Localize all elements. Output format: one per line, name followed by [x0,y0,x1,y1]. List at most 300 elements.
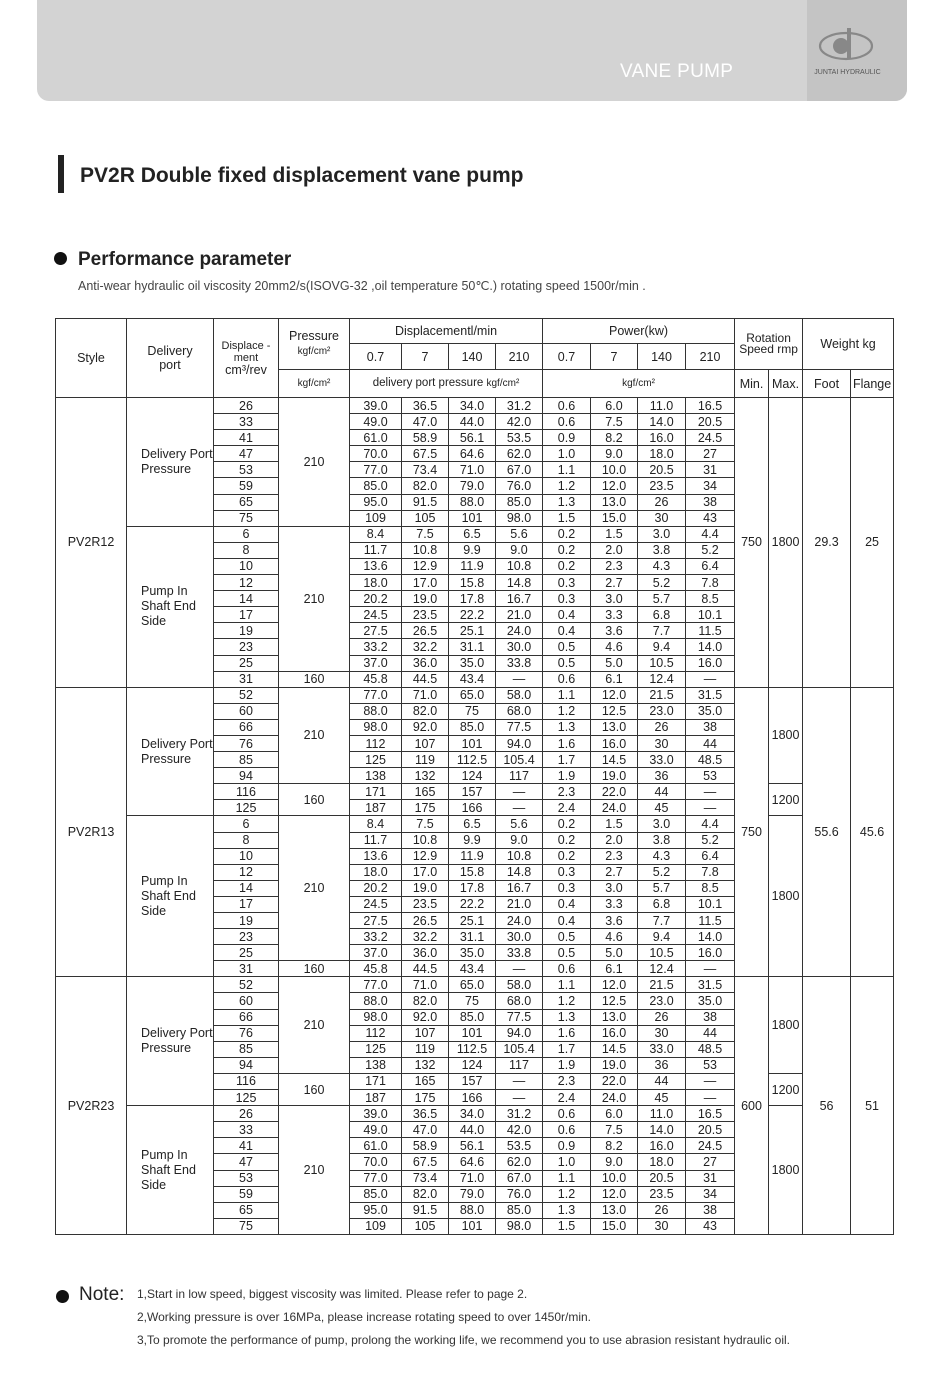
delivery-port-type: Delivery Port Pressure [127,687,214,816]
displacement-cell: 17 [214,607,279,623]
power-cell: 6.8 [638,896,686,912]
power-cell: 1.2 [543,993,591,1009]
displacement-cell: 10 [214,848,279,864]
flow-cell: 79.0 [449,1186,496,1202]
flow-cell: 101 [449,735,496,751]
power-cell: 10.1 [686,607,735,623]
power-cell: 10.5 [638,945,686,961]
power-cell: 21.5 [638,687,686,703]
flow-cell: 33.8 [496,655,543,671]
flow-cell: 77.5 [496,719,543,735]
power-cell: 4.4 [686,816,735,832]
power-cell: 16.5 [686,1106,735,1122]
power-cell: — [686,671,735,687]
header-style: Style [56,319,127,398]
power-cell: 16.0 [591,1025,638,1041]
flow-cell: 36.5 [402,1106,449,1122]
max-speed: 1800 [769,687,803,784]
flow-cell: 75 [449,703,496,719]
flow-cell: 11.9 [449,848,496,864]
header-foot: Foot [803,370,851,398]
flow-cell: 49.0 [350,1122,402,1138]
displacement-cell: 31 [214,671,279,687]
power-cell: 0.6 [543,671,591,687]
flow-cell: 45.8 [350,671,402,687]
pump-style: PV2R12 [56,398,127,688]
flow-cell: 112 [350,735,402,751]
power-cell: 33.0 [638,752,686,768]
power-cell: 36 [638,1057,686,1073]
flow-cell: 22.2 [449,607,496,623]
power-cell: 6.4 [686,558,735,574]
flow-cell: 85.0 [350,1186,402,1202]
flow-cell: 10.8 [496,848,543,864]
power-cell: 0.3 [543,591,591,607]
header-disp-p4: 210 [496,344,543,370]
flow-cell: 119 [402,752,449,768]
power-cell: 0.4 [543,607,591,623]
power-cell: 1.9 [543,768,591,784]
flow-cell: 85.0 [350,478,402,494]
power-cell: 30 [638,1025,686,1041]
power-cell: 0.6 [543,961,591,977]
flow-cell: 105.4 [496,1041,543,1057]
power-cell: 5.2 [686,832,735,848]
flow-cell: 85.0 [496,1202,543,1218]
power-cell: 3.8 [638,832,686,848]
power-cell: 16.0 [686,655,735,671]
flow-cell: 71.0 [402,977,449,993]
power-cell: 14.0 [638,414,686,430]
power-cell: 2.7 [591,864,638,880]
flow-cell: 88.0 [449,1202,496,1218]
power-cell: 6.0 [591,398,638,414]
power-cell: 3.0 [591,591,638,607]
power-cell: 31.5 [686,977,735,993]
flow-cell: 42.0 [496,414,543,430]
power-cell: 44 [686,735,735,751]
power-cell: 0.5 [543,639,591,655]
power-cell: 10.1 [686,896,735,912]
flow-cell: 12.9 [402,558,449,574]
displacement-cell: 41 [214,430,279,446]
flow-cell: 77.0 [350,462,402,478]
flow-cell: 98.0 [350,719,402,735]
power-cell: 7.7 [638,623,686,639]
flow-cell: 71.0 [402,687,449,703]
power-cell: 45 [638,1090,686,1106]
max-speed: 1800 [769,816,803,977]
displacement-cell: 60 [214,993,279,1009]
flow-cell: 42.0 [496,1122,543,1138]
flow-cell: 67.0 [496,462,543,478]
displacement-cell: 23 [214,639,279,655]
power-cell: 23.0 [638,703,686,719]
power-cell: 0.9 [543,1138,591,1154]
flow-cell: 33.2 [350,929,402,945]
flow-cell: 13.6 [350,558,402,574]
flow-cell: 76.0 [496,1186,543,1202]
flow-cell: 171 [350,1073,402,1089]
flow-cell: 88.0 [449,494,496,510]
displacement-cell: 26 [214,398,279,414]
flow-cell: 94.0 [496,1025,543,1041]
performance-table [55,318,894,1235]
power-cell: 5.0 [591,655,638,671]
flow-cell: 95.0 [350,494,402,510]
header-dpp-unit: kgf/cm² [486,378,520,389]
power-cell: 23.5 [638,478,686,494]
power-cell: — [686,784,735,800]
max-speed: 1800 [769,977,803,1074]
flow-cell: 61.0 [350,430,402,446]
flow-cell: 95.0 [350,1202,402,1218]
power-cell: 27 [686,1154,735,1170]
flow-cell: 34.0 [449,1106,496,1122]
flow-cell: 33.2 [350,639,402,655]
displacement-cell: 53 [214,1170,279,1186]
flow-cell: — [496,961,543,977]
flow-cell: 117 [496,1057,543,1073]
power-cell: 0.5 [543,655,591,671]
power-cell: 10.0 [591,1170,638,1186]
notes-bullet-icon [56,1290,69,1303]
flow-cell: 30.0 [496,929,543,945]
power-cell: 2.3 [591,558,638,574]
flow-cell: 49.0 [350,414,402,430]
power-cell: 3.3 [591,607,638,623]
flow-cell: 11.7 [350,832,402,848]
pressure-cell: 210 [279,398,350,527]
power-cell: 38 [686,719,735,735]
note-3: 3,To promote the performance of pump, prolong the working life, we recommend you to use abrasion resistant hydraulic oil. [137,1333,791,1347]
power-cell: 14.0 [686,639,735,655]
flow-cell: 70.0 [350,446,402,462]
power-cell: 1.0 [543,1154,591,1170]
flow-cell: 7.5 [402,816,449,832]
header-delivery-port: Delivery port [127,319,214,398]
flow-cell: 77.5 [496,1009,543,1025]
page-title: PV2R Double fixed displacement vane pump [80,164,524,187]
power-cell: 14.0 [686,929,735,945]
flow-cell: 101 [449,1218,496,1234]
power-cell: 38 [686,1009,735,1025]
displacement-cell: 41 [214,1138,279,1154]
flow-cell: 44.5 [402,961,449,977]
flow-cell: 62.0 [496,1154,543,1170]
flow-cell: 53.5 [496,430,543,446]
power-cell: 33.0 [638,1041,686,1057]
power-cell: 36 [638,768,686,784]
flow-cell: 187 [350,1090,402,1106]
flow-cell: 125 [350,1041,402,1057]
header-banner [37,0,907,101]
power-cell: — [686,1090,735,1106]
power-cell: 24.0 [591,800,638,816]
flow-cell: 56.1 [449,1138,496,1154]
power-cell: 30 [638,510,686,526]
displacement-cell: 12 [214,575,279,591]
flow-cell: 27.5 [350,623,402,639]
flow-cell: 77.0 [350,977,402,993]
displacement-cell: 33 [214,1122,279,1138]
delivery-port-type: Pump In Shaft End Side [127,526,214,687]
power-cell: 31 [686,1170,735,1186]
power-cell: 34 [686,478,735,494]
flow-cell: 68.0 [496,703,543,719]
power-cell: 1.3 [543,494,591,510]
displacement-cell: 85 [214,1041,279,1057]
brand-name: JUNTAI HYDRAULIC [814,69,881,76]
flow-cell: 9.9 [449,832,496,848]
header-pressure-unit-2: kgf/cm² [279,370,350,398]
power-cell: 1.1 [543,1170,591,1186]
flow-cell: 31.1 [449,639,496,655]
power-cell: 24.5 [686,1138,735,1154]
power-cell: 12.0 [591,977,638,993]
delivery-port-type: Delivery Port Pressure [127,977,214,1106]
max-speed: 1200 [769,784,803,816]
flow-cell: 105 [402,1218,449,1234]
flow-cell: 82.0 [402,478,449,494]
power-cell: 9.0 [591,446,638,462]
power-cell: 20.5 [638,462,686,478]
section-subtitle: Anti-wear hydraulic oil viscosity 20mm2/s(ISOVG-32 ,oil temperature 50℃.) rotating speed 1500r/min . [78,279,646,293]
displacement-cell: 17 [214,896,279,912]
displacement-cell: 31 [214,961,279,977]
flow-cell: 19.0 [402,880,449,896]
power-cell: — [686,1073,735,1089]
flow-cell: 65.0 [449,687,496,703]
flow-cell: 67.0 [496,1170,543,1186]
flow-cell: 22.2 [449,896,496,912]
delivery-port-type: Delivery Port Pressure [127,398,214,527]
displacement-cell: 19 [214,913,279,929]
flow-cell: 25.1 [449,623,496,639]
power-cell: 12.4 [638,961,686,977]
pressure-cell: 210 [279,816,350,961]
flow-cell: 119 [402,1041,449,1057]
header-displacement-lmin: Displacementl/min [350,319,543,344]
power-cell: 0.2 [543,542,591,558]
pressure-cell: 210 [279,526,350,671]
power-cell: 3.0 [638,816,686,832]
flow-cell: 125 [350,752,402,768]
pressure-cell: 160 [279,1073,350,1105]
flow-cell: 79.0 [449,478,496,494]
header-displacement-label: Displace -ment [221,339,271,364]
max-speed: 1800 [769,1106,803,1235]
power-cell: 4.3 [638,558,686,574]
weight-flange: 51 [851,977,894,1235]
power-cell: 18.0 [638,446,686,462]
flow-cell: 88.0 [350,993,402,1009]
flow-cell: 15.8 [449,575,496,591]
flow-cell: 17.8 [449,880,496,896]
flow-cell: 105.4 [496,752,543,768]
flow-cell: 14.8 [496,864,543,880]
header-displacement-unit: cm³/rev [225,362,267,377]
flow-cell: 64.6 [449,446,496,462]
power-cell: 6.1 [591,961,638,977]
flow-cell: 67.5 [402,1154,449,1170]
flow-cell: 26.5 [402,913,449,929]
flow-cell: 5.6 [496,816,543,832]
flow-cell: 5.6 [496,526,543,542]
flow-cell: 98.0 [496,1218,543,1234]
header-min: Min. [735,370,769,398]
flow-cell: 75 [449,993,496,1009]
power-cell: 0.2 [543,848,591,864]
flow-cell: 92.0 [402,719,449,735]
power-cell: 1.3 [543,719,591,735]
flow-cell: 24.5 [350,607,402,623]
weight-foot: 56 [803,977,851,1235]
power-cell: 14.5 [591,1041,638,1057]
power-cell: 5.2 [638,575,686,591]
flow-cell: 105 [402,510,449,526]
header-power-p1: 0.7 [543,344,591,370]
power-cell: 2.3 [543,1073,591,1089]
flow-cell: 73.4 [402,462,449,478]
power-cell: 1.0 [543,446,591,462]
flow-cell: 91.5 [402,494,449,510]
header-power: Power(kw) [543,319,735,344]
power-cell: 53 [686,768,735,784]
flow-cell: 91.5 [402,1202,449,1218]
title-bar-marker [58,155,64,193]
power-cell: 0.3 [543,864,591,880]
power-cell: 18.0 [638,1154,686,1170]
power-cell: 26 [638,1009,686,1025]
power-cell: 1.6 [543,735,591,751]
power-cell: 24.5 [686,430,735,446]
flow-cell: 36.5 [402,398,449,414]
power-cell: 8.5 [686,591,735,607]
power-cell: 11.0 [638,1106,686,1122]
flow-cell: 8.4 [350,816,402,832]
displacement-cell: 85 [214,752,279,768]
flow-cell: 35.0 [449,655,496,671]
displacement-cell: 52 [214,687,279,703]
flow-cell: 14.8 [496,575,543,591]
displacement-cell: 6 [214,526,279,542]
power-cell: 5.2 [686,542,735,558]
displacement-cell: 75 [214,510,279,526]
power-cell: 53 [686,1057,735,1073]
power-cell: 0.6 [543,1122,591,1138]
note-2: 2,Working pressure is over 16MPa, please increase rotating speed to over 1450r/min. [137,1310,592,1324]
power-cell: 11.0 [638,398,686,414]
power-cell: 9.0 [591,1154,638,1170]
power-cell: 26 [638,719,686,735]
pump-style: PV2R13 [56,687,127,977]
displacement-cell: 6 [214,816,279,832]
header-disp-p3: 140 [449,344,496,370]
flow-cell: 31.2 [496,398,543,414]
power-cell: 0.4 [543,896,591,912]
power-cell: 10.0 [591,462,638,478]
flow-cell: 36.0 [402,945,449,961]
power-cell: 34 [686,1186,735,1202]
flow-cell: 16.7 [496,880,543,896]
power-cell: 35.0 [686,993,735,1009]
flow-cell: 32.2 [402,639,449,655]
header-displacement [214,319,279,398]
flow-cell: 94.0 [496,735,543,751]
power-cell: 6.0 [591,1106,638,1122]
weight-flange: 25 [851,398,894,688]
flow-cell: 43.4 [449,671,496,687]
power-cell: 5.7 [638,880,686,896]
flow-cell: 85.0 [449,719,496,735]
power-cell: 31 [686,462,735,478]
flow-cell: 175 [402,800,449,816]
power-cell: 0.2 [543,816,591,832]
power-cell: 2.0 [591,542,638,558]
header-max: Max. [769,370,803,398]
flow-cell: 112.5 [449,1041,496,1057]
displacement-cell: 14 [214,591,279,607]
flow-cell: 24.0 [496,623,543,639]
displacement-cell: 125 [214,1090,279,1106]
pressure-cell: 160 [279,784,350,816]
power-cell: 13.0 [591,719,638,735]
pump-style: PV2R23 [56,977,127,1235]
power-cell: 1.5 [543,1218,591,1234]
flow-cell: 10.8 [496,558,543,574]
displacement-cell: 94 [214,1057,279,1073]
flow-cell: 47.0 [402,1122,449,1138]
power-cell: 2.4 [543,800,591,816]
power-cell: 38 [686,1202,735,1218]
flow-cell: 11.7 [350,542,402,558]
flow-cell: 18.0 [350,575,402,591]
flow-cell: 11.9 [449,558,496,574]
power-cell: 43 [686,1218,735,1234]
displacement-cell: 8 [214,832,279,848]
power-cell: 0.4 [543,623,591,639]
power-cell: 43 [686,510,735,526]
power-cell: 7.8 [686,575,735,591]
power-cell: 13.0 [591,1009,638,1025]
power-cell: 15.0 [591,1218,638,1234]
flow-cell: 85.0 [496,494,543,510]
displacement-cell: 59 [214,478,279,494]
flow-cell: 21.0 [496,607,543,623]
power-cell: 1.6 [543,1025,591,1041]
note-1: 1,Start in low speed, biggest viscosity was limited. Please refer to page 2. [137,1287,528,1301]
power-cell: 7.5 [591,1122,638,1138]
power-cell: 31.5 [686,687,735,703]
flow-cell: 33.8 [496,945,543,961]
table-row [56,977,894,993]
header-pressure-label: Pressure [288,329,340,343]
pressure-cell: 210 [279,1106,350,1235]
power-cell: 14.0 [638,1122,686,1138]
power-cell: 0.3 [543,575,591,591]
flow-cell: 166 [449,800,496,816]
flow-cell: 165 [402,1073,449,1089]
displacement-cell: 12 [214,864,279,880]
displacement-cell: 10 [214,558,279,574]
flow-cell: 58.9 [402,1138,449,1154]
power-cell: 26 [638,494,686,510]
flow-cell: 85.0 [449,1009,496,1025]
power-cell: 1.7 [543,752,591,768]
power-cell: 45 [638,800,686,816]
power-cell: 5.2 [638,864,686,880]
